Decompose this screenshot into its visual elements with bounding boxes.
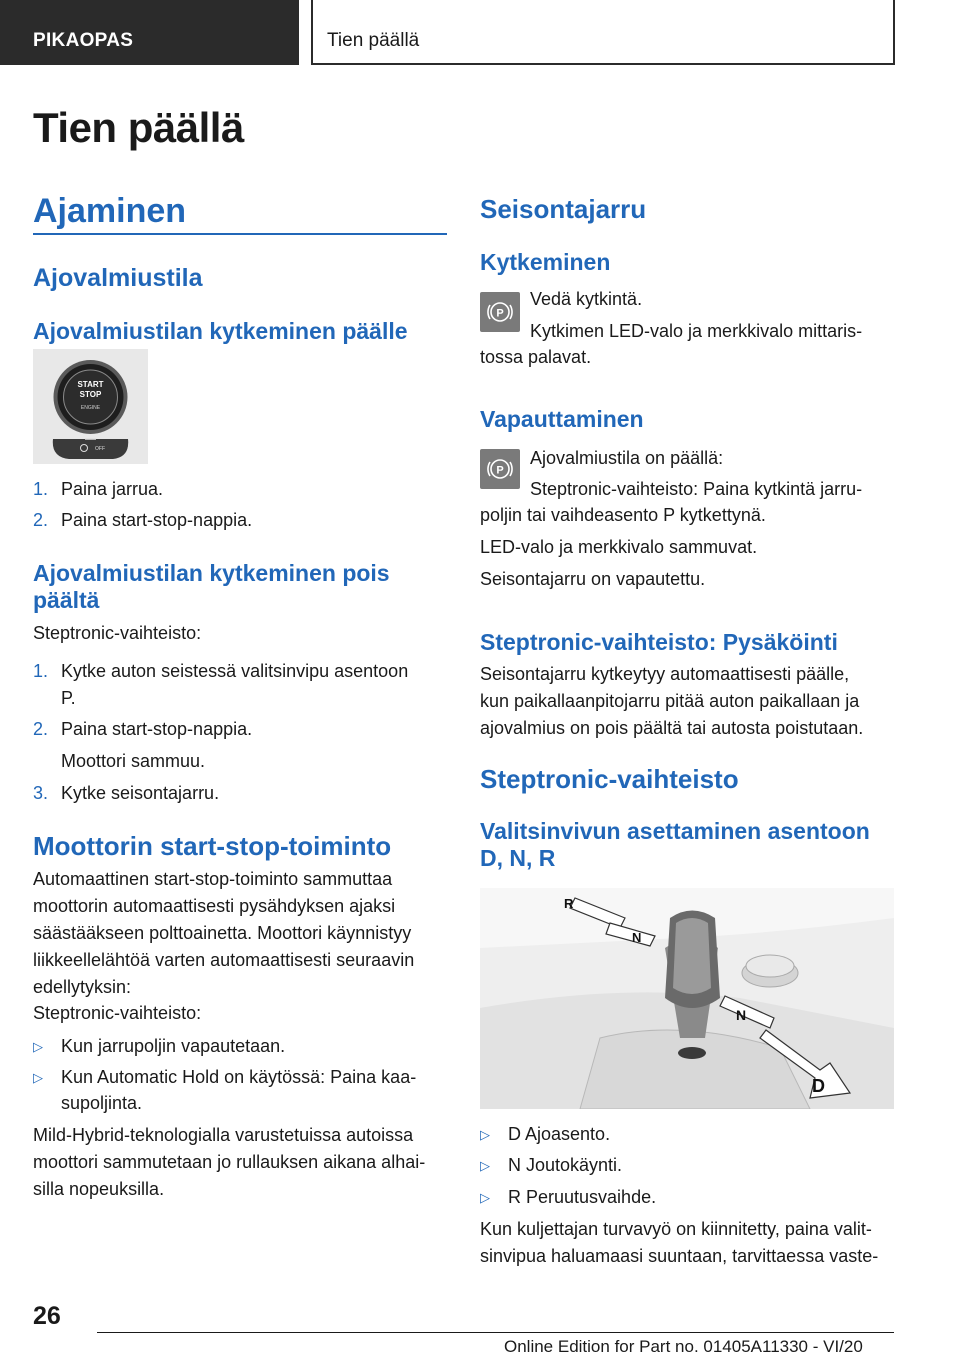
start-stop-button-icon — [33, 349, 148, 464]
bullet-triangle-icon: ▷ — [480, 1158, 490, 1173]
paragraph: Steptronic-vaihteisto: Paina kytkintä jarru- — [530, 479, 863, 499]
heading-ajovalmiustila: Ajovalmiustila — [33, 264, 203, 292]
gear-selector-image — [480, 888, 894, 1109]
step-number: 3. — [33, 783, 49, 803]
step-text: Kytke auton seistessä valitsinvipu asentoon — [61, 661, 409, 681]
gear-label-n: N — [736, 1007, 747, 1023]
page-number: 26 — [33, 1302, 61, 1330]
bullet-text: Kun jarrupoljin vapautetaan. — [61, 1036, 286, 1056]
paragraph — [480, 1216, 878, 1270]
paragraph — [33, 1122, 425, 1203]
bullet-text: R Peruutusvaihde. — [508, 1187, 657, 1207]
heading-vapauttaminen: Vapauttaminen — [480, 406, 644, 432]
bullet-text: supoljinta. — [61, 1093, 143, 1113]
step-note: Moottori sammuu. — [61, 751, 206, 771]
header-chapter-tab — [311, 0, 895, 65]
btn-engine-text: ENGINE — [80, 405, 101, 411]
paragraph — [33, 866, 414, 1001]
heading-pysakointi: Steptronic-vaihteisto: Pysäköinti — [480, 629, 838, 655]
bullet-triangle-icon: ▷ — [33, 1039, 43, 1054]
step-text: P. — [61, 688, 76, 708]
heading-start-stop: Moottorin start-stop-toiminto — [33, 831, 392, 861]
text-line: säästääkseen polttoainetta. Moottori käynnistyy — [33, 923, 412, 943]
paragraph: Steptronic-vaihteisto: — [33, 1003, 202, 1023]
start-stop-button-image — [33, 349, 148, 464]
paragraph: Ajovalmiustila on päällä: — [530, 448, 724, 468]
step-text: Paina jarrua. — [61, 479, 164, 499]
step-text: Paina start-stop-nappia. — [61, 719, 253, 739]
paragraph: Vedä kytkintä. — [530, 289, 643, 309]
heading-valitsinvivu — [480, 818, 870, 872]
svg-text:P: P — [496, 307, 504, 320]
text-line: silla nopeuksilla. — [33, 1179, 165, 1199]
heading-ajaminen: Ajaminen — [33, 192, 187, 230]
heading-steptronic: Steptronic-vaihteisto — [480, 764, 739, 794]
text-line: moottorin automaattisesti pysähdyksen ajaksi — [33, 896, 396, 916]
footer-rule — [97, 1332, 894, 1333]
gear-selector-illustration — [480, 888, 894, 1109]
page-title: Tien päällä — [33, 104, 244, 151]
heading-line: Ajovalmiustilan kytkeminen pois — [33, 560, 390, 586]
heading-ajovalmiustila-on: Ajovalmiustilan kytkeminen päälle — [33, 318, 408, 344]
btn-start-text: START — [77, 380, 104, 389]
text-line: Automaattinen start-stop-toiminto sammuttaa — [33, 869, 393, 889]
step-number: 1. — [33, 661, 49, 681]
header-chapter-label: Tien päällä — [327, 30, 420, 51]
bullet-triangle-icon: ▷ — [480, 1127, 490, 1142]
step-number: 2. — [33, 719, 49, 739]
bullet-triangle-icon: ▷ — [480, 1190, 490, 1205]
bullet-text: N Joutokäynti. — [508, 1155, 623, 1175]
text-line: ajovalmius on pois päältä tai autosta poistutaan. — [480, 718, 864, 738]
parking-brake-icon — [480, 292, 520, 332]
btn-off-text: OFF — [95, 446, 105, 452]
bullet-triangle-icon: ▷ — [33, 1070, 43, 1085]
paragraph: Kytkimen LED-valo ja merkkivalo mittaris- — [530, 321, 863, 341]
footer-edition: Online Edition for Part no. 01405A11330 - VI/20 — [504, 1337, 863, 1356]
bullet-text: D Ajoasento. — [508, 1124, 611, 1144]
heading-seisontajarru: Seisontajarru — [480, 194, 647, 224]
text-line: sinvipua haluamaasi suuntaan, tarvittaessa vaste- — [480, 1246, 879, 1266]
header-section-tab — [0, 0, 299, 65]
text-line: Seisontajarru kytkeytyy automaattisesti päälle, — [480, 664, 850, 684]
parking-brake-icon — [480, 449, 520, 489]
step-text: Paina start-stop-nappia. — [61, 510, 253, 530]
btn-stop-text: STOP — [79, 390, 102, 399]
heading-line: päältä — [33, 587, 100, 613]
paragraph: Steptronic-vaihteisto: — [33, 623, 202, 643]
text-line: edellytyksin: — [33, 977, 132, 997]
paragraph: Seisontajarru on vapautettu. — [480, 569, 706, 589]
step-text: Kytke seisontajarru. — [61, 783, 220, 803]
heading-line: Valitsinvivun asettaminen asentoon — [480, 818, 870, 844]
text-line: kun paikallaanpitojarru pitää auton paikallaan ja — [480, 691, 860, 711]
step-number: 1. — [33, 479, 49, 499]
header-section-label: PIKAOPAS — [33, 30, 134, 51]
gear-label-d: D — [812, 1076, 825, 1096]
gear-label-r: R — [564, 896, 574, 911]
paragraph — [480, 661, 863, 742]
heading-rule — [33, 233, 447, 235]
svg-text:P: P — [496, 464, 504, 477]
heading-line: D, N, R — [480, 845, 556, 871]
heading-kytkeminen: Kytkeminen — [480, 249, 611, 275]
gear-label-n: N — [632, 930, 642, 945]
bullet-text: Kun Automatic Hold on käytössä: Paina kaa- — [61, 1067, 417, 1087]
step-number: 2. — [33, 510, 49, 530]
paragraph: tossa palavat. — [480, 347, 592, 367]
text-line: liikkeellelähtöä varten automaattisesti seuraavin — [33, 950, 415, 970]
heading-ajovalmiustila-off — [33, 560, 390, 614]
text-line: Kun kuljettajan turvavyö on kiinnitetty, paina valit- — [480, 1219, 872, 1239]
text-line: Mild-Hybrid-teknologialla varustetuissa autoissa — [33, 1125, 414, 1145]
text-line: moottori sammutetaan jo rullauksen aikana alhai- — [33, 1152, 426, 1172]
paragraph: poljin tai vaihdeasento P kytkettynä. — [480, 505, 766, 525]
paragraph: LED-valo ja merkkivalo sammuvat. — [480, 537, 758, 557]
